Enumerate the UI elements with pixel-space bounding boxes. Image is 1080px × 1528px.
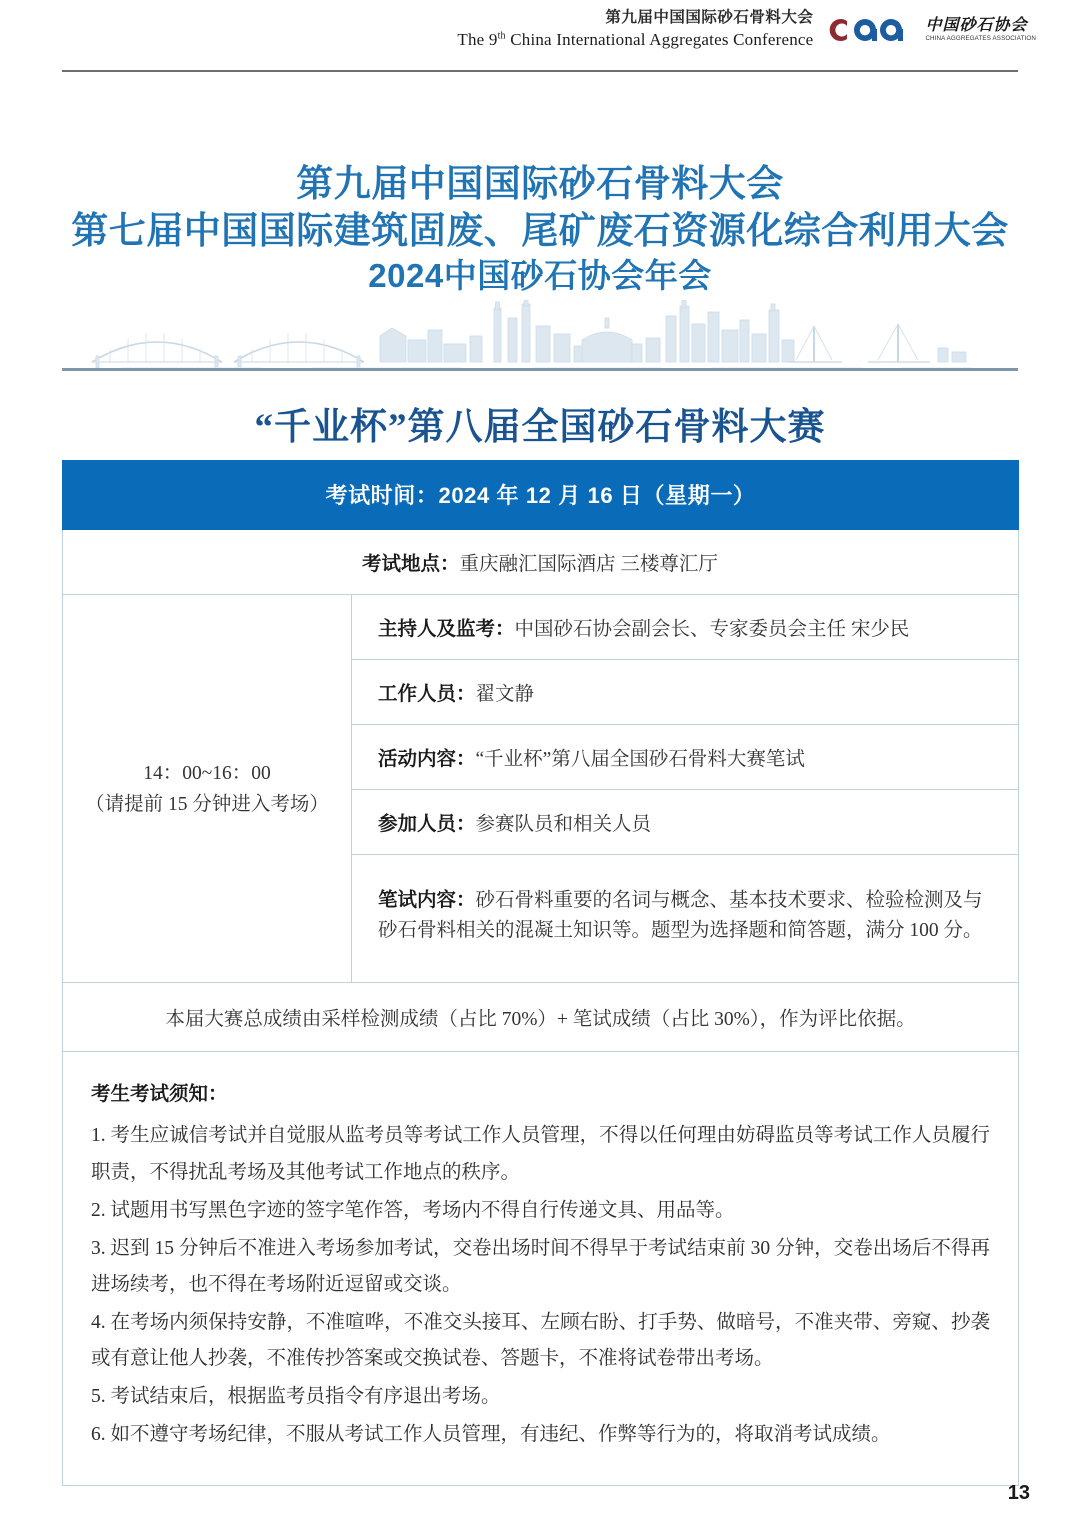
table-row-venue [63,530,1019,595]
section-subtitle: “千业杯”第八届全国砂石骨料大赛 [254,407,826,448]
exam-content-value: 砂石骨料重要的名词与概念、基本技术要求、检验检测及与砂石骨料相关的混凝土知识等。题型为选择题和简答题，满分 100 分。 [378,890,983,942]
table-header-row [63,461,1019,530]
page-title-line-1: 第九届中国国际砂石骨料大会 [296,163,784,204]
exam-schedule-table [62,460,1019,1486]
exam-time-header-text: 考试时间：2024 年 12 月 16 日（星期一） [325,483,756,508]
exam-note-item: 4. 在考场内须保持安静，不准喧哗，不准交头接耳、左顾右盼、打手势、做暗号，不准夹带、旁窥、抄袭或有意让他人抄袭，不准传抄答案或交换试卷、答题卡，不准将试卷带出考场。 [91,1311,991,1369]
header-branding [457,8,1036,51]
activity-cell [352,725,1019,790]
table-row-host [63,595,1019,660]
caa-logo-en-name: CHINA AGGREGATES ASSOCIATION [925,35,1036,43]
header-conference-en-ordinal: th [497,30,506,42]
caa-logo [825,15,1036,45]
table-row-notes [63,1052,1019,1486]
caa-logo-mark-icon [825,15,921,45]
venue-label: 考试地点： [362,553,460,575]
table-row-summary [63,983,1019,1052]
participants-value: 参赛队员和相关人员 [475,814,652,835]
activity-value: “千业杯”第八届全国砂石骨料大赛笔试 [475,749,805,770]
header-conference-en-pre: The 9 [457,30,498,50]
header-conference-cn: 第九届中国国际砂石骨料大会 [605,9,814,26]
staff-label: 工作人员： [378,683,476,705]
host-cell [352,595,1019,660]
header-conference-names [457,8,813,51]
activity-label: 活动内容： [378,748,476,770]
host-value: 中国砂石协会副会长、专家委员会主任 宋少民 [514,619,910,640]
staff-cell [352,660,1019,725]
exam-note-item: 5. 考试结束后，根据监考员指令有序退出考场。 [91,1385,501,1407]
exam-notes-title: 考生考试须知： [91,1083,228,1106]
caa-logo-text [925,18,1036,42]
caa-logo-cn-name: 中国砂石协会 [925,17,1028,35]
page-title-line-2: 第七届中国国际建筑固废、尾矿废石资源化综合利用大会 [71,210,1009,252]
skyline-decoration-icon [62,300,1018,370]
venue-value: 重庆融汇国际酒店 三楼尊汇厅 [459,554,718,575]
header-divider [62,70,1018,72]
header-conference-en-post: China International Aggregates Conference [505,30,814,50]
venue-cell [63,530,1019,595]
participants-cell [352,790,1019,855]
exam-notes-cell [63,1052,1019,1486]
skyline-divider [62,368,1018,371]
page-header [0,0,1080,74]
page-number: 13 [1007,1482,1030,1504]
exam-note-item: 2. 试题用书写黑色字迹的签字笔作答，考场内不得自行传递文具、用品等。 [91,1199,735,1221]
exam-note-item: 3. 迟到 15 分钟后不准进入考场参加考试，交卷出场时间不得早于考试结束前 30 分钟，交卷出场后不得再进场续考，也不得在考场附近逗留或交谈。 [91,1237,991,1295]
exam-note-item: 1. 考生应诚信考试并自觉服从监考员等考试工作人员管理，不得以任何理由妨碍监员等考试工作人员履行职责，不得扰乱考场及其他考试工作地点的秩序。 [91,1125,991,1183]
header-conference-en [457,29,813,50]
time-slot-note: （请提前 15 分钟进入考场） [85,793,329,815]
exam-time-header-cell [63,461,1019,530]
page-title [0,160,1080,297]
exam-content-cell [352,855,1019,983]
participants-label: 参加人员： [378,813,476,835]
exam-content-label: 笔试内容： [378,889,476,911]
page-title-line-3: 2024中国砂石协会年会 [368,256,712,294]
time-slot-range: 14：00~16：00 [143,762,271,784]
time-slot-cell [63,595,352,983]
scoring-summary-cell: 本届大赛总成绩由采样检测成绩（占比 70%）+ 笔试成绩（占比 30%），作为评比依据。 [63,983,1019,1052]
host-label: 主持人及监考： [378,618,515,640]
staff-value: 翟文静 [475,684,535,705]
exam-note-item: 6. 如不遵守考场纪律，不服从考试工作人员管理，有违纪、作弊等行为的，将取消考试成绩。 [91,1423,891,1445]
